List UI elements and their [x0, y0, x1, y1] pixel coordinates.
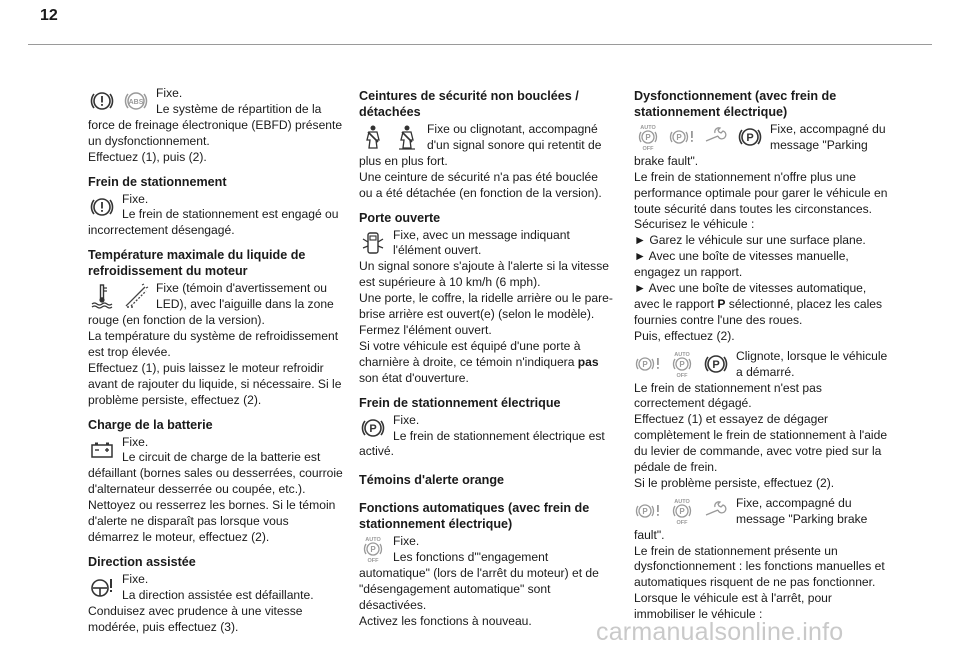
coolant-line-1: Fixe (témoin d'avertissement ou LED), avec l'aiguille dans la zone rouge (en fonction de la version). [88, 281, 334, 328]
door-open-block [359, 228, 614, 387]
parking-brake-p-icon [359, 414, 387, 442]
malf-line-6: ► Avec une boîte de vitesses automatique, avec le rapport P sélectionné, placez les cales fournies contre l'une des roues. [634, 281, 883, 327]
svg-text:P: P [712, 358, 720, 371]
parking-brake-p-icon [702, 350, 730, 378]
steering-line-2: La direction assistée est défaillante. [122, 587, 314, 602]
column-3 [634, 86, 889, 623]
svg-text:P: P [676, 133, 682, 142]
malfunction-block-1 [634, 122, 889, 345]
blink-line-4: Si le problème persiste, effectuez (2). [634, 475, 835, 490]
svg-text:P: P [642, 506, 648, 516]
svg-text:AUTO: AUTO [674, 498, 690, 505]
malf-line-5: ► Avec une boîte de vitesses manuelle, engagez un rapport. [634, 249, 849, 280]
parking-brake-block [88, 192, 343, 240]
auto-functions-title: Fonctions automatiques (avec frein de stationnement électrique) [359, 501, 590, 532]
svg-text:OFF: OFF [642, 146, 654, 151]
power-steering-icon [88, 573, 116, 601]
auto-line-3: Activez les fonctions à nouveau. [359, 613, 532, 628]
abs-icon-text: ABS [128, 99, 144, 106]
seatbelt-title: Ceintures de sécurité non bouclées / détachées [359, 89, 579, 119]
brake-warning-icon [88, 87, 116, 115]
page-number: 12 [40, 7, 58, 24]
auto-line-2: Les fonctions d'"engagement automatique" (lors de l'arrêt du moteur) et de "désengagement automatique" sont désactivées. [359, 550, 599, 612]
watermark: carmanualsonline.info [596, 618, 844, 646]
brake-warning-icon [88, 193, 116, 221]
malf-line-4: ► Garez le véhicule sur une surface plane. [634, 233, 866, 248]
coolant-led-icon [122, 282, 150, 310]
svg-text:OFF: OFF [676, 372, 688, 378]
off-label: OFF [367, 558, 379, 564]
epb-line-2: Le frein de stationnement électrique est activé. [359, 428, 605, 459]
blink-line-2: Le frein de stationnement n'est pas correctement dégagé. [634, 380, 822, 411]
door-line-5: Si votre véhicule est équipé d'une porte à charnière à droite, ce témoin n'indiquera pas son état d'ouverture. [359, 338, 599, 385]
wrench-icon [702, 497, 730, 525]
malf-line-7: Puis, effectuez (2). [634, 328, 735, 343]
seatbelt-icon [359, 123, 387, 151]
auto-off-icon [359, 535, 387, 563]
ebfd-line-1: Fixe. [156, 86, 183, 100]
fault-line-1: Fixe, accompagné du message "Parking brake fault". [634, 495, 868, 542]
parking-brake-title: Frein de stationnement [88, 174, 227, 189]
steering-line-1: Fixe. [122, 571, 149, 586]
door-open-icon [359, 229, 387, 257]
coolant-temperature-icon [88, 282, 116, 310]
auto-functions-block [359, 534, 614, 629]
ebfd-line-3: Effectuez (1), puis (2). [88, 149, 207, 164]
svg-text:AUTO: AUTO [674, 351, 690, 358]
door-line-2: Un signal sonore s'ajoute à l'alerte si la vitesse est supérieure à 10 km/h (6 mph). [359, 259, 609, 290]
steering-title: Direction assistée [88, 554, 196, 569]
battery-line-2: Le circuit de charge de la batterie est défaillant (bornes sales ou desserrées, courroie d'alternateur desserrée ou coupée, etc.). [88, 450, 343, 497]
header-rule [28, 44, 932, 45]
auto-label: AUTO [365, 537, 381, 544]
coolant-title: Température maximale du liquide de refroidissement du moteur [88, 248, 306, 279]
svg-text:P: P [679, 506, 685, 516]
door-open-title: Porte ouverte [359, 210, 441, 225]
p-fault-icon [634, 497, 662, 525]
malf-line-1: Fixe, accompagné du message "Parking brake fault". [634, 122, 886, 168]
abs-icon [122, 87, 150, 115]
svg-text:P: P [642, 359, 648, 369]
battery-line-3: Nettoyez ou resserrez les bornes. Si le témoin d'alerte ne disparaît pas lorsque vous démarrez le moteur, effectuez (2). [88, 498, 336, 544]
column-1 [88, 86, 343, 635]
svg-text:AUTO: AUTO [640, 125, 656, 131]
parking-brake-line-1: Fixe. [122, 191, 149, 206]
steering-line-3: Conduisez avec prudence à une vitesse modérée, puis effectuez (3). [88, 603, 303, 634]
svg-text:OFF: OFF [676, 519, 688, 525]
ebfd-line-2: Le système de répartition de la force de freinage électronique (EBFD) présente un dysfonctionnement. [88, 101, 343, 148]
svg-text:P: P [645, 133, 651, 142]
battery-line-1: Fixe. [122, 434, 149, 449]
blink-line-3: Effectuez (1) et essayez de dégager complètement le frein de stationnement à l'aide du levier de commande, avec votre pied sur la pédale de frein. [634, 412, 888, 475]
coolant-line-3: Effectuez (1), puis laissez le moteur refroidir avant de rajouter du liquide, si nécessaire. Si le problème persiste, effectuez (2). [88, 360, 342, 407]
ebfd-block [88, 86, 343, 166]
malfunction-block-2 [634, 349, 889, 492]
seatbelt-line-1: Fixe ou clignotant, accompagné d'un signal sonore qui retentit de plus en plus fort. [359, 122, 602, 168]
battery-icon [88, 436, 116, 464]
auto-off-icon [634, 123, 662, 151]
fault-line-2: Le frein de stationnement présente un dysfonctionnement : les fonctions manuelles et automatiques risquent de ne pas fonctionner. [634, 543, 885, 590]
door-line-3: Une porte, le coffre, la ridelle arrière ou le pare-brise arrière est ouvert(e) (selon le modèle). [359, 291, 613, 322]
epb-line-1: Fixe. [393, 412, 420, 427]
auto-p-letter: P [370, 545, 376, 555]
battery-block [88, 435, 343, 546]
p-fault-icon [634, 350, 662, 378]
auto-off-icon [668, 497, 696, 525]
svg-text:P: P [746, 132, 754, 144]
malf-line-2: Le frein de stationnement n'offre plus une performance optimale pour garer le véhicule en toute sécurité dans toutes les circonstances. [634, 169, 888, 216]
door-line-4: Fermez l'élément ouvert. [359, 322, 492, 337]
seatbelt-block [359, 122, 614, 202]
battery-title: Charge de la batterie [88, 417, 213, 432]
malfunction-title: Dysfonctionnement (avec frein de stationnement électrique) [634, 89, 837, 119]
steering-block [88, 572, 343, 636]
orange-warnings-title: Témoins d'alerte orange [359, 473, 505, 488]
p-fault-icon [668, 123, 696, 151]
fault-line-3: Lorsque le véhicule est à l'arrêt, pour immobiliser le véhicule : [634, 591, 832, 622]
auto-line-1: Fixe. [393, 534, 420, 549]
malfunction-block-3 [634, 496, 889, 623]
door-line-1: Fixe, avec un message indiquant l'élément ouvert. [393, 227, 570, 258]
seatbelt-line-2: Une ceinture de sécurité n'a pas été bouclée ou a été détachée (en fonction de la version). [359, 169, 602, 200]
wrench-icon [702, 123, 730, 151]
electric-parking-brake-block [359, 413, 614, 461]
column-2 [359, 86, 614, 630]
coolant-block [88, 281, 343, 408]
coolant-line-2: La température du système de refroidissement est trop élevée. [88, 328, 339, 359]
malf-line-3: Sécurisez le véhicule : [634, 217, 755, 232]
parking-brake-p-letter: P [369, 422, 377, 435]
rear-seatbelt-icon [393, 123, 421, 151]
auto-off-icon [668, 350, 696, 378]
svg-text:P: P [679, 359, 685, 369]
electric-parking-brake-title: Frein de stationnement électrique [359, 395, 561, 410]
blink-line-1: Clignote, lorsque le véhicule a démarré. [736, 348, 888, 379]
parking-brake-line-2: Le frein de stationnement est engagé ou incorrectement désengagé. [88, 207, 339, 238]
parking-brake-p-icon [736, 123, 764, 151]
